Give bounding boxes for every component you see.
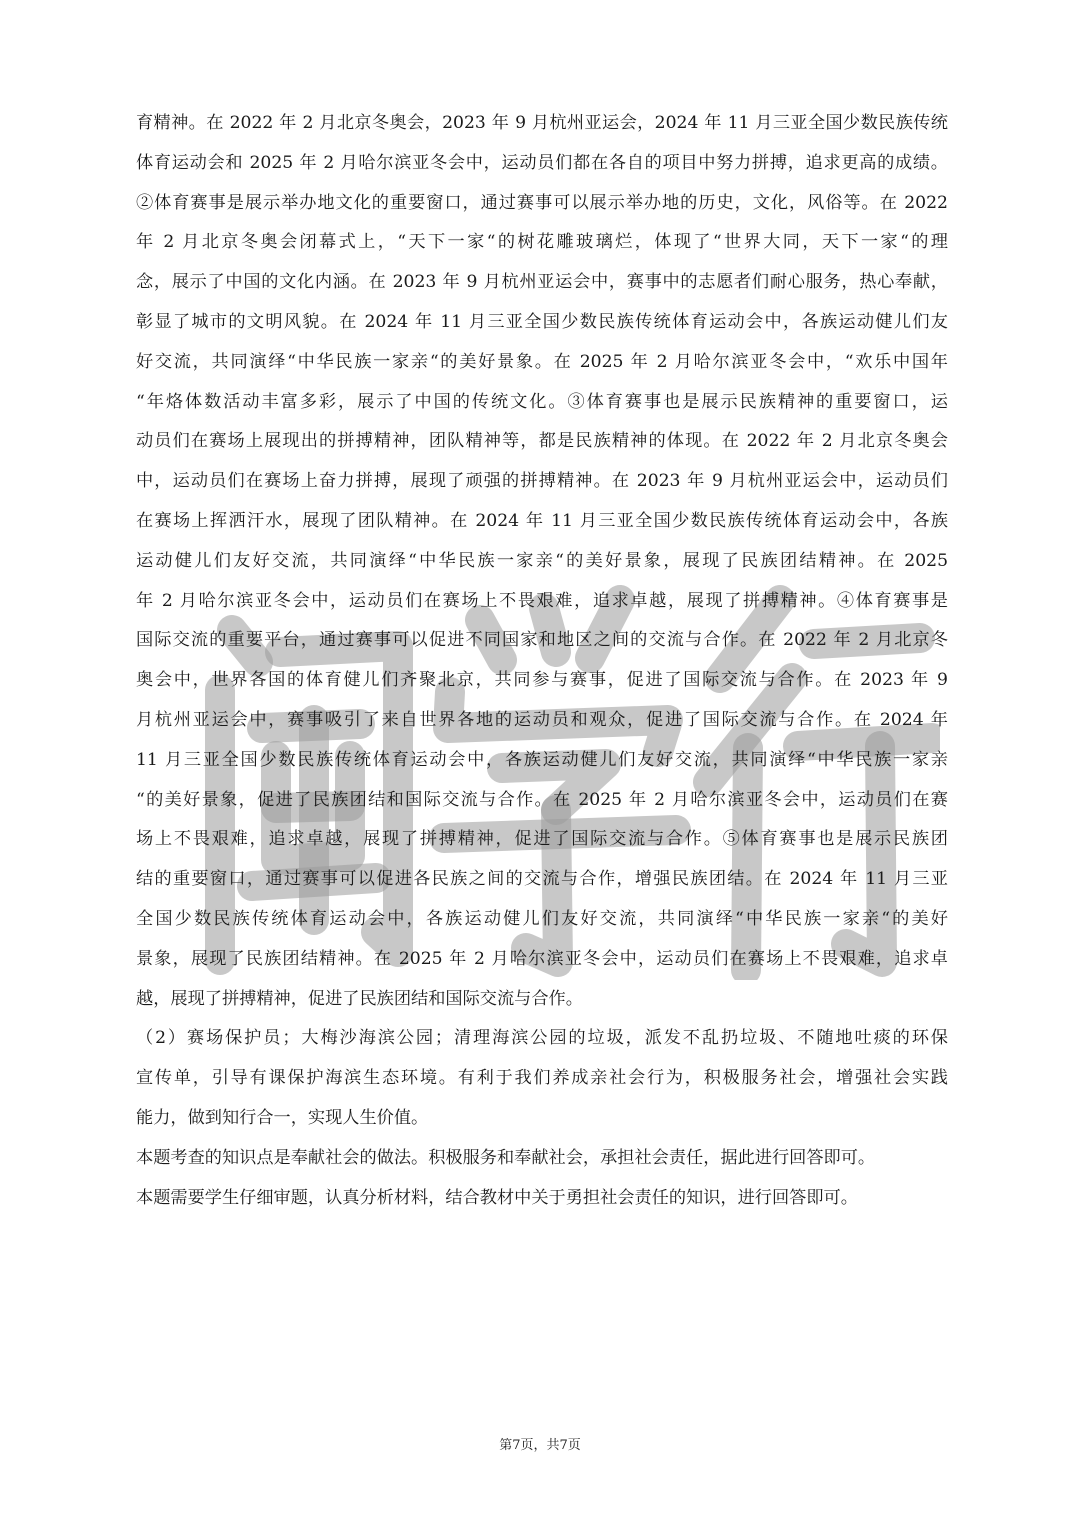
text-line: 年 2 月北京冬奥会闭幕式上，“天下一家“的树花雕玻璃烂，体现了“世界大同，天下一家“的理: [136, 232, 948, 253]
document-body: [136, 104, 948, 1218]
text-line: 11 月三亚全国少数民族传统体育运动会中，各族运动健儿们友好交流，共同演绎“中华民族一家亲: [136, 749, 948, 770]
text-line: 本题考查的知识点是奉献社会的做法。积极服务和奉献社会，承担社会责任，据此进行回答即可。: [136, 1147, 876, 1168]
page-footer: 第7页，共7页: [499, 1438, 581, 1453]
text-line: 本题需要学生仔细审题，认真分析材料，结合教材中关于勇担社会责任的知识，进行回答即可。: [136, 1187, 858, 1208]
text-line: 场上不畏艰难，追求卓越，展现了拼搏精神，促进了国际交流与合作。⑤体育赛事也是展示民族团: [136, 829, 948, 850]
text-line: （2）赛场保护员；大梅沙海滨公园；清理海滨公园的垃圾，派发不乱扔垃圾、不随地吐痰的环保: [136, 1028, 948, 1049]
text-line: 运动健儿们友好交流，共同演绎“中华民族一家亲“的美好景象，展现了民族团结精神。在 2025: [136, 550, 948, 571]
text-line: 体育运动会和 2025 年 2 月哈尔滨亚冬会中，运动员们都在各自的项目中努力拼搏，追求更高的成绩。: [136, 152, 948, 173]
text-line: ②体育赛事是展示举办地文化的重要窗口，通过赛事可以展示举办地的历史，文化，风俗等。在 2022: [136, 192, 948, 213]
text-line: 越，展现了拼搏精神，促进了民族团结和国际交流与合作。: [136, 988, 583, 1009]
text-line: 在赛场上挥洒汗水，展现了团队精神。在 2024 年 11 月三亚全国少数民族传统体育运动会中，各族: [136, 510, 948, 531]
text-line: 育精神。在 2022 年 2 月北京冬奥会，2023 年 9 月杭州亚运会，2024 年 11 月三亚全国少数民族传统: [136, 113, 948, 133]
text-line: 景象，展现了民族团结精神。在 2025 年 2 月哈尔滨亚冬会中，运动员们在赛场上不畏艰难，追求卓: [136, 948, 948, 969]
text-line: “的美好景象，促进了民族团结和国际交流与合作。在 2025 年 2 月哈尔滨亚冬会中，运动员们在赛: [136, 789, 948, 810]
text-line: 念，展示了中国的文化内涵。在 2023 年 9 月杭州亚运会中，赛事中的志愿者们耐心服务，热心奉献，: [136, 272, 948, 293]
text-line: 奥会中，世界各国的体育健儿们齐聚北京，共同参与赛事，促进了国际交流与合作。在 2023 年 9: [136, 670, 948, 691]
text-line: 宣传单，引导有课保护海滨生态环境。有利于我们养成亲社会行为，积极服务社会，增强社会实践: [136, 1068, 948, 1089]
text-line: 结的重要窗口，通过赛事可以促进各民族之间的交流与合作，增强民族团结。在 2024 年 11 月三亚: [136, 869, 948, 890]
text-line: “年烙体数活动丰富多彩，展示了中国的传统文化。③体育赛事也是展示民族精神的重要窗口，运: [136, 391, 948, 412]
text-line: 中，运动员们在赛场上奋力拼搏，展现了顽强的拼搏精神。在 2023 年 9 月杭州亚运会中，运动员们: [136, 471, 948, 492]
text-line: 彰显了城市的文明风貌。在 2024 年 11 月三亚全国少数民族传统体育运动会中，各族运动健儿们友: [136, 311, 948, 332]
text-line: 好交流，共同演绎“中华民族一家亲“的美好景象。在 2025 年 2 月哈尔滨亚冬会中，“欢乐中国年: [136, 351, 948, 372]
text-line: 年 2 月哈尔滨亚冬会中，运动员们在赛场上不畏艰难，追求卓越，展现了拼搏精神。④体育赛事是: [136, 590, 948, 611]
text-line: 动员们在赛场上展现出的拼搏精神，团队精神等，都是民族精神的体现。在 2022 年 2 月北京冬奥会: [136, 431, 948, 452]
text-line: 国际交流的重要平台，通过赛事可以促进不同国家和地区之间的交流与合作。在 2022 年 2 月北京冬: [136, 630, 948, 651]
text-line: 月杭州亚运会中，赛事吸引了来自世界各地的运动员和观众，促进了国际交流与合作。在 2024 年: [136, 709, 948, 730]
text-line: 能力，做到知行合一，实现人生价值。: [136, 1107, 429, 1128]
text-line: 全国少数民族传统体育运动会中，各族运动健儿们友好交流，共同演绎“中华民族一家亲“的美好: [136, 908, 948, 929]
